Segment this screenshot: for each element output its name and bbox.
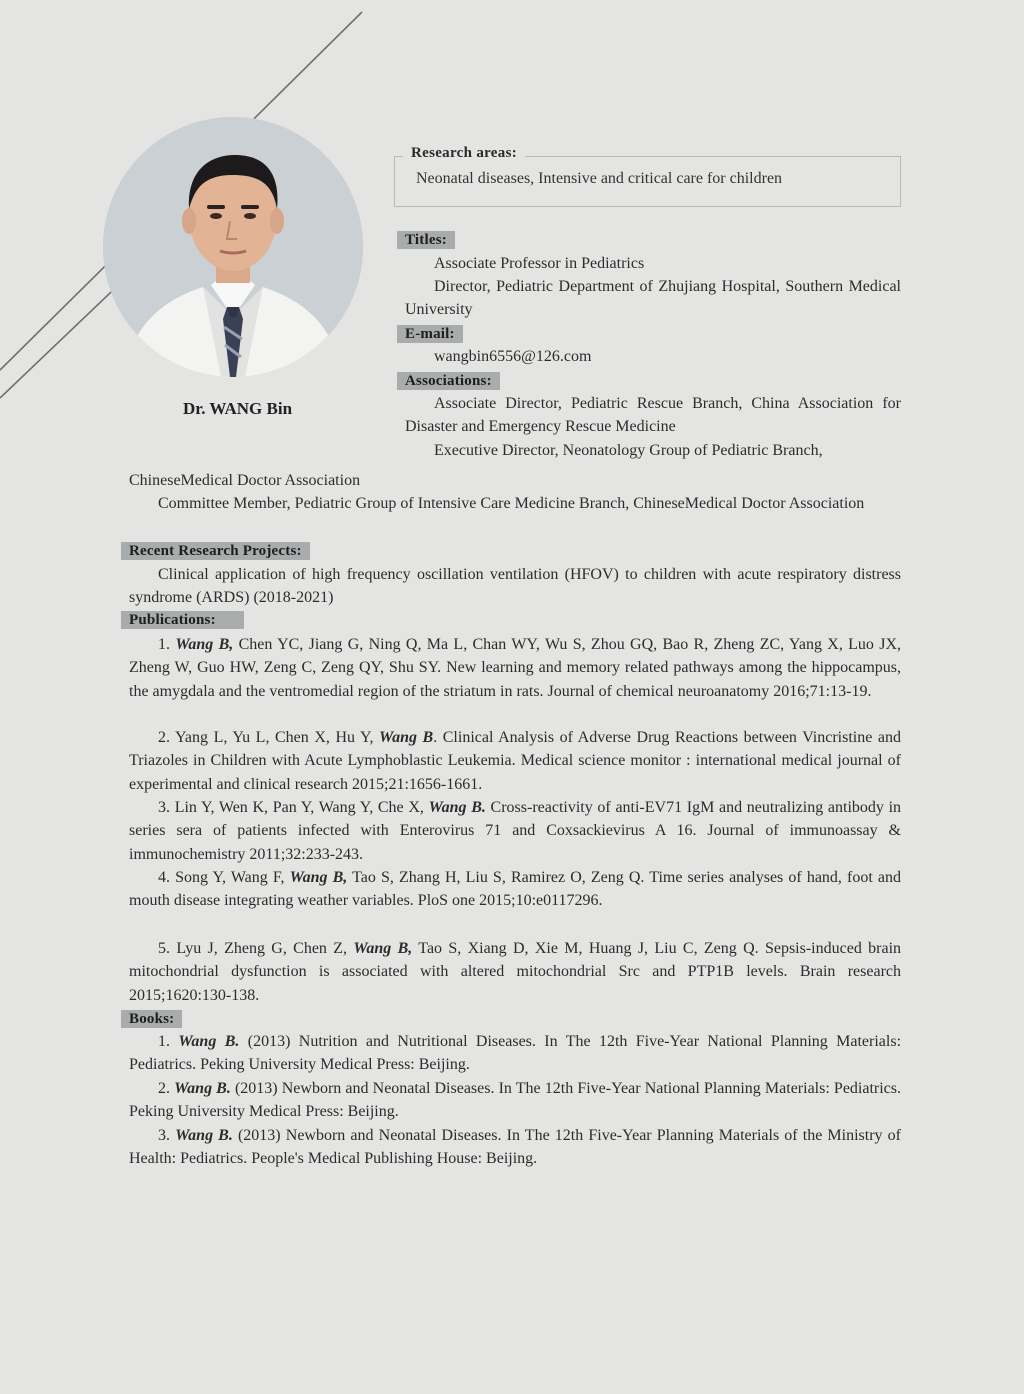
book-item	[129, 1030, 901, 1077]
title-item-1: Associate Professor in Pediatrics	[434, 255, 645, 272]
research-areas-text: Neonatal diseases, Intensive and critical care for children	[416, 170, 783, 187]
book-number: 3.	[158, 1127, 170, 1144]
publication-number: 5.	[158, 940, 170, 957]
book-highlight-author: Wang B.	[174, 1080, 231, 1097]
book-number: 2.	[158, 1080, 170, 1097]
publication-item	[129, 796, 901, 866]
doctor-name: Dr. WANG Bin	[182, 399, 293, 418]
book-highlight-author: Wang B.	[178, 1033, 240, 1050]
publication-item	[129, 866, 901, 913]
book-number: 1.	[158, 1033, 170, 1050]
project-item-1: Clinical application of high frequency oscillation ventilation (HFOV) to children with acute respiratory distress syndrome (ARDS) (2018-2021)	[129, 566, 901, 607]
portrait-illustration	[103, 117, 363, 377]
publication-authors-pre: Yang L, Yu L, Chen X, Hu Y,	[174, 729, 380, 746]
email-heading: E-mail:	[397, 325, 463, 343]
publication-number: 3.	[158, 799, 170, 816]
association-item-2: Executive Director, Neonatology Group of Pediatric Branch,	[434, 442, 823, 459]
titles-heading: Titles:	[397, 231, 455, 249]
publication-item	[129, 937, 901, 1007]
association-item-2-cont: ChineseMedical Doctor Association	[129, 472, 361, 489]
publication-highlight-author: Wang B	[379, 729, 434, 746]
books-heading: Books:	[121, 1010, 182, 1028]
email-value[interactable]: wangbin6556@126.com	[434, 348, 592, 365]
association-item-3: Committee Member, Pediatric Group of Intensive Care Medicine Branch, ChineseMedical Doctor Association	[158, 495, 865, 512]
publication-highlight-author: Wang B,	[289, 869, 348, 886]
book-text: (2013) Nutrition and Nutritional Diseases. In The 12th Five-Year National Planning Materials: Pediatrics. Peking University Medical Press: Beijing.	[129, 1033, 902, 1074]
book-highlight-author: Wang B.	[175, 1127, 233, 1144]
publication-number: 4.	[158, 869, 170, 886]
publication-highlight-author: Wang B,	[353, 940, 413, 957]
publication-text: Tao S, Zhang H, Liu S, Ramirez O, Zeng Q. Time series analyses of hand, foot and mouth disease integrating weather variables. PloS one 2015;10:e0117296.	[129, 869, 902, 910]
research-areas-title: Research areas:	[403, 145, 525, 162]
publication-item	[129, 726, 901, 796]
publication-authors-pre: Lyu J, Zheng G, Chen Z,	[176, 940, 354, 957]
publication-text: Cross-reactivity of anti-EV71 IgM and neutralizing antibody in series sera of patients infected with Enterovirus 71 and Coxsackievirus A 16. Journal of immunoassay & immunochemistry 2011;32:233-243.	[129, 799, 902, 863]
publications-heading: Publications:	[121, 611, 244, 629]
publication-number: 1.	[158, 636, 170, 653]
publication-text: Tao S, Xiang D, Xie M, Huang J, Liu C, Zeng Q. Sepsis-induced brain mitochondrial dysfunction is associated with altered mitochondrial Src and PTP1B levels. Brain research 2015;1620:130-138.	[129, 940, 902, 1004]
book-item	[129, 1077, 901, 1124]
publication-number: 2.	[158, 729, 170, 746]
doctor-photo	[103, 117, 363, 377]
book-text: (2013) Newborn and Neonatal Diseases. In The 12th Five-Year Planning Materials of the Ministry of Health: Pediatrics. People's Medical Publishing House: Beijing.	[129, 1127, 902, 1168]
publication-authors-pre: Lin Y, Wen K, Pan Y, Wang Y, Che X,	[174, 799, 429, 816]
publication-highlight-author: Wang B,	[175, 636, 234, 653]
publication-text: Chen YC, Jiang G, Ning Q, Ma L, Chan WY, Wu S, Zhou GQ, Bao R, Zheng ZC, Yang X, Luo JX, Zheng W, Guo HW, Zeng C, Zeng QY, Shu SY. New learning and memory related pathways among the hippocampus, the amygdala and the ventromedial region of the striatum in rats. Journal of chemical neuroanatomy 2016;71:13-19.	[129, 636, 902, 700]
associations-heading: Associations:	[397, 372, 500, 390]
association-item-1: Associate Director, Pediatric Rescue Branch, China Association for Disaster and Emergency Rescue Medicine	[405, 395, 901, 436]
book-item	[129, 1124, 901, 1171]
title-item-2: Director, Pediatric Department of Zhujiang Hospital, Southern Medical University	[405, 278, 901, 319]
publication-item	[129, 633, 901, 703]
publication-highlight-author: Wang B.	[428, 799, 486, 816]
projects-heading: Recent Research Projects:	[121, 542, 310, 560]
publication-text: . Clinical Analysis of Adverse Drug Reactions between Vincristine and Triazoles in Children with Acute Lymphoblastic Leukemia. Medical science monitor : international medical journal of experimental and clinical research 2015;21:1656-1661.	[129, 729, 902, 793]
publication-authors-pre: Song Y, Wang F,	[175, 869, 290, 886]
book-text: (2013) Newborn and Neonatal Diseases. In The 12th Five-Year National Planning Materials: Pediatrics. Peking University Medical Press: Beijing.	[129, 1080, 902, 1121]
